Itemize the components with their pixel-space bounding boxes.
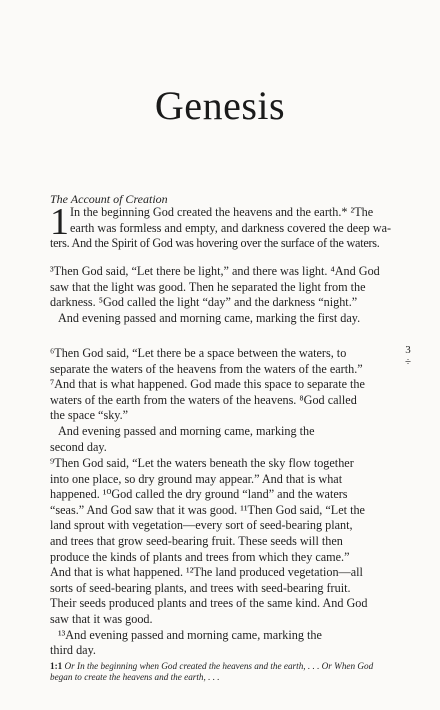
text-line: ¹³And evening passed and morning came, marking the [58,627,322,642]
text-line: second day. [50,439,107,454]
chapter-number: 1 [50,201,69,243]
paragraph-verses-9-13 [50,456,372,659]
text-line: darkness. ⁵God called the light “day” and the darkness “night.” [50,295,358,310]
text-line: third day. [50,643,96,658]
text-line: the space “sky.” [50,408,129,423]
side-marker [398,344,418,368]
text-line: saw that it was good. [50,611,153,626]
paragraph-verses-1-2 [50,201,392,252]
text-line: earth was formless and empty, and darkness covered the deep wa- [70,220,392,235]
text-line: ⁶Then God said, “Let there be a space between the waters, to [50,346,347,360]
text-line: ters. And the Spirit of God was hovering over the surface of the waters. [50,236,380,251]
text-line: separate the waters of the heavens from the waters of the earth.” [50,361,363,376]
footnote [50,661,390,684]
text-line: produce the kinds of plants and trees from which they came.” [50,549,350,564]
footnote-text: Or In the beginning when God created the heavens and the earth, . . . Or When God began to create the heavens and the earth, . . . [50,661,374,683]
text-line: Their seeds produced plants and trees of the same kind. And God [50,596,368,611]
text-line: In the beginning God created the heavens and the earth.* ²The [70,205,374,219]
paragraph-verses-6-8 [50,346,372,455]
text-line: happened. ¹⁰God called the dry ground “land” and the waters [50,487,348,502]
section-heading: The Account of Creation [50,192,168,206]
text-line: land sprout with vegetation—every sort of seed-bearing plant, [50,518,353,533]
side-marker-number: 3 [405,344,411,356]
text-line: waters of the earth from the waters of the heavens. ⁸God called [50,392,357,407]
text-line: into one place, so dry ground may appear.” And that is what [50,471,343,486]
side-marker-symbol: ÷ [404,356,412,368]
footnote-ref: 1:1 [50,661,63,671]
text-line: ⁷And that is what happened. God made this space to separate the [50,377,365,392]
text-line: ⁹Then God said, “Let the waters beneath the sky flow together [50,456,354,470]
text-line: And evening passed and morning came, marking the first day. [58,310,361,325]
book-title: Genesis [154,83,286,128]
text-line: and trees that grow seed-bearing fruit. These seeds will then [50,533,343,548]
text-line: ³Then God said, “Let there be light,” and there was light. ⁴And God [50,264,380,278]
text-line: And that is what happened. ¹²The land produced vegetation—all [50,565,363,580]
paragraph-verses-3-5 [50,264,380,326]
text-line: And evening passed and morning came, marking the [58,423,315,438]
text-line: “seas.” And God saw that it was good. ¹¹Then God said, “Let the [50,502,365,517]
text-line: sorts of seed-bearing plants, and trees with seed-bearing fruit. [50,580,351,595]
text-line: saw that the light was good. Then he separated the light from the [50,279,366,294]
